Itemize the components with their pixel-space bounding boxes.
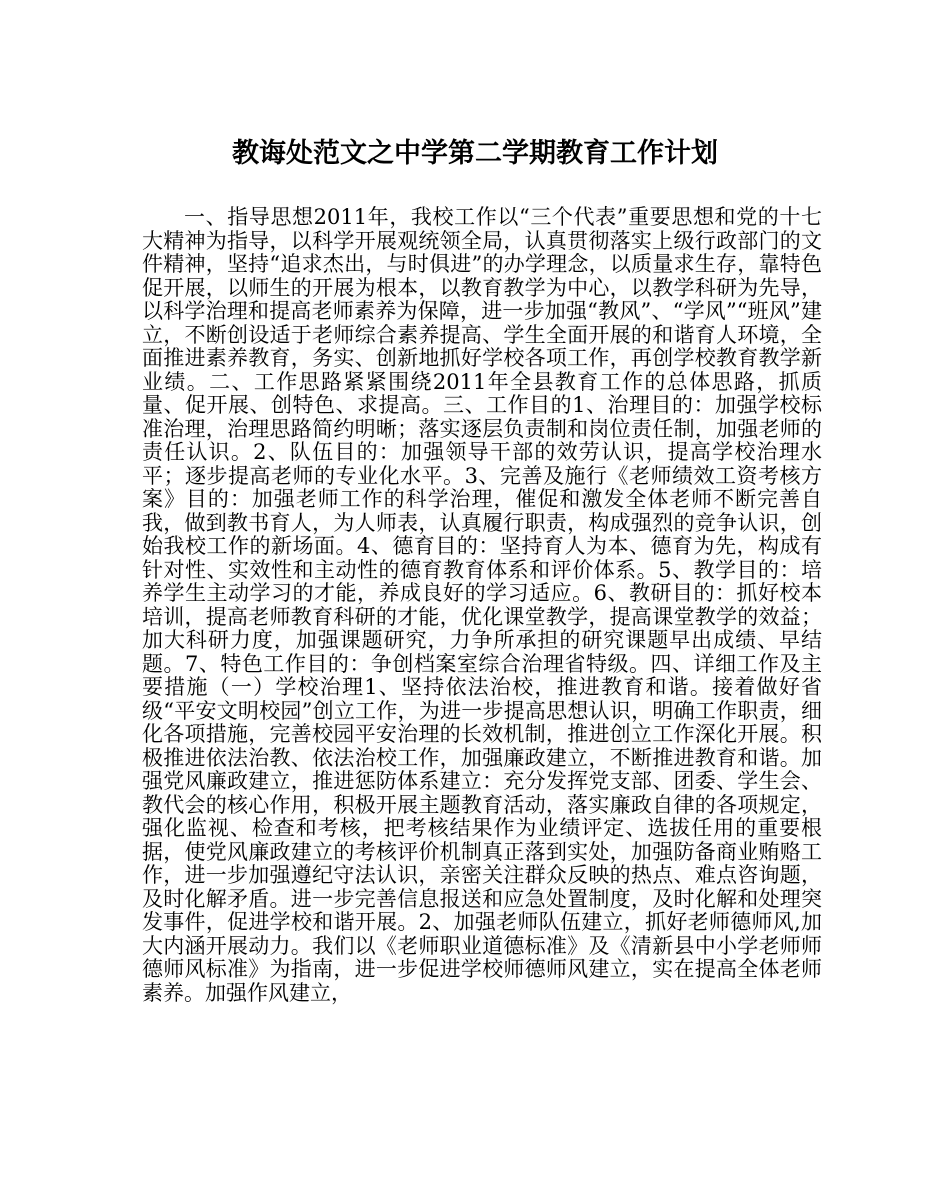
document-title: 教诲处范文之中学第二学期教育工作计划 <box>232 138 718 169</box>
document-body-paragraph: 一、指导思想2011年，我校工作以“三个代表”重要思想和党的十七大精神为指导，以科学开展观统领全局，认真贯彻落实上级行政部门的文件精神，坚持“追求杰出，与时俱进”的办学理念，以质量求生存，靠特色促开展，以师生的开展为根本，以教育教学为中心，以教学科研为先导，以科学治理和提高老师素养为保障，进一步加强“教风”、“学风”“班风”建立，不断创设适于老师综合素养提高、学生全面开展的和谐育人环境，全面推进素养教育，务实、创新地抓好学校各项工作，再创学校教育教学新业绩。二、工作思路紧紧围绕2011年全县教育工作的总体思路，抓质量、促开展、创特色、求提高。三、工作目的1、治理目的：加强学校标准治理，治理思路简约明晰；落实逐层负责制和岗位责任制，加强老师的责任认识。2、队伍目的：加强领导干部的效劳认识，提高学校治理水平；逐步提高老师的专业化水平。3、完善及施行《老师绩效工资考核方案》目的：加强老师工作的科学治理，催促和激发全体老师不断完善自我，做到教书育人，为人师表，认真履行职责，构成强烈的竞争认识，创始我校工作的新场面。4、德育目的：坚持育人为本、德育为先，构成有针对性、实效性和主动性的德育教育体系和评价体系。5、教学目的：培养学生主动学习的才能，养成良好的学习适应。6、教研目的：抓好校本培训，提高老师教育科研的才能，优化课堂教学，提高课堂教学的效益；加大科研力度，加强课题研究，力争所承担的研究课题早出成绩、早结题。7、特色工作目的：争创档案室综合治理省特级。四、详细工作及主要措施（一）学校治理1、坚持依法治校，推进教育和谐。接着做好省级“平安文明校园”创立工作，为进一步提高思想认识，明确工作职责，细化各项措施，完善校园平安治理的长效机制，推进创立工作深化开展。积极推进依法治教、依法治校工作，加强廉政建立，不断推进教育和谐。加强党风廉政建立，推进惩防体系建立：充分发挥党支部、团委、学生会、教代会的核心作用，积极开展主题教育活动，落实廉政自律的各项规定，强化监视、检查和考核，把考核结果作为业绩评定、选拔任用的重要根据，使党风廉政建立的考核评价机制真正落到实处，加强防备商业贿赂工作，进一步加强遵纪守法认识，亲密关注群众反映的热点、难点咨询题，及时化解矛盾。进一步完善信息报送和应急处置制度，及时化解和处理突发事件，促进学校和谐开展。2、加强老师队伍建立，抓好老师德师风,加大内涵开展动力。我们以《老师职业道德标准》及《清新县中小学老师师德师风标准》为指南，进一步促进学校师德师风建立，实在提高全体老师素养。加强作风建立， <box>142 205 822 1005</box>
